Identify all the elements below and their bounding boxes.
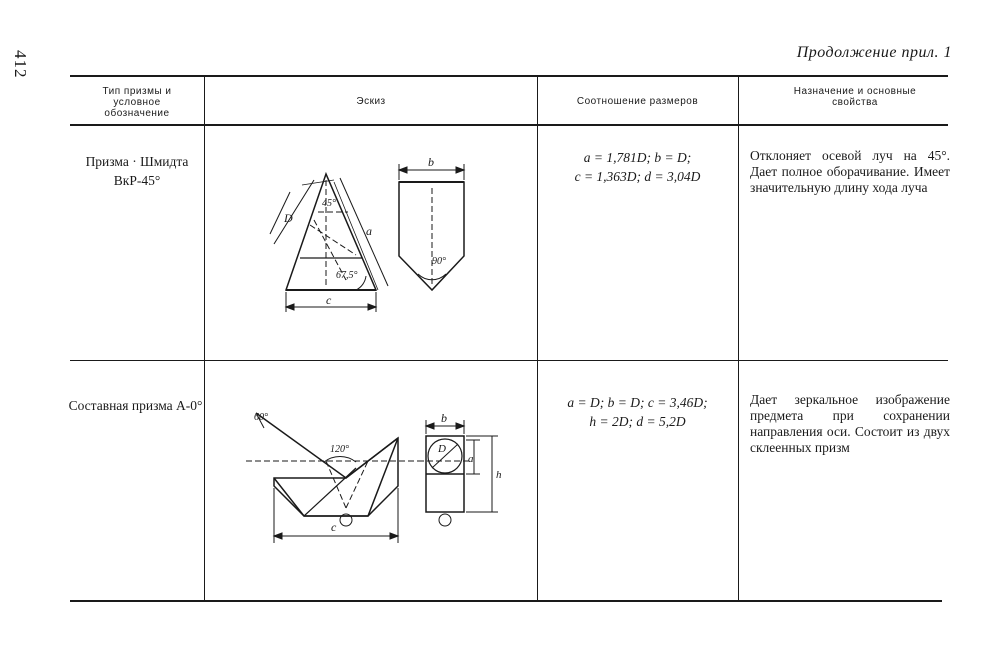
schmidt-label-d: D xyxy=(284,211,293,225)
schmidt-label-a: a xyxy=(366,224,372,238)
side-label-a: a xyxy=(468,453,474,465)
row2-ratio-line2: h = 2D; d = 5,2D xyxy=(589,414,686,429)
row1-prism-name: Призма · Шмидта ВкР-45° xyxy=(85,154,189,188)
compound-prism-sketch xyxy=(206,368,536,598)
schmidt-angle-67: 67,5° xyxy=(336,270,358,281)
row2-size-ratio xyxy=(540,393,735,431)
compound-angle-60: 60° xyxy=(254,412,268,423)
page-number: 412 xyxy=(11,50,30,79)
side-label-d: D xyxy=(438,443,446,455)
row2-ratio-line1: a = D; b = D; c = 3,46D; xyxy=(567,395,708,410)
column-divider-2 xyxy=(537,77,538,600)
schmidt-prism-triangle xyxy=(286,174,376,290)
row2-purpose: Дает зеркальное изображение предмета при сохранении направления оси. Состоит из двух склеенных призм xyxy=(750,392,950,455)
row1-size-ratio xyxy=(540,148,735,186)
row-divider-rule xyxy=(70,360,948,361)
header-type: Тип призмы и условное обозначение xyxy=(102,86,172,119)
pentagon-label-b: b xyxy=(428,155,434,169)
compound-side-dimensions xyxy=(426,420,498,512)
row2-prism-name: Составная призма А-0° xyxy=(68,398,203,413)
row1-purpose: Отклоняет осевой луч на 45°. Дает полное оборачивание. Имеет значительную длину хода луча xyxy=(750,148,950,195)
pentagon-view xyxy=(399,182,464,290)
side-label-h: h xyxy=(496,469,502,481)
row1-ratio-line2: c = 1,363D; d = 3,04D xyxy=(574,169,701,184)
side-label-b: b xyxy=(441,411,447,425)
schmidt-label-c: c xyxy=(326,293,332,307)
schmidt-prism-sketch xyxy=(206,130,536,358)
header-bottom-rule xyxy=(70,124,948,126)
compound-angle-120: 120° xyxy=(330,444,349,455)
pentagon-angle-90: 90° xyxy=(432,256,446,267)
compound-label-c: c xyxy=(331,520,337,534)
column-divider-1 xyxy=(204,77,205,600)
table-bottom-rule xyxy=(70,600,942,602)
table-top-rule xyxy=(70,75,948,77)
header-ratio: Соотношение размеров xyxy=(576,96,699,107)
schmidt-angle-45: 45° xyxy=(322,198,336,209)
header-sketch: Эскиз xyxy=(356,96,386,107)
header-purpose: Назначение и основные свойства xyxy=(793,86,917,108)
row1-ratio-line1: a = 1,781D; b = D; xyxy=(583,150,692,165)
column-divider-3 xyxy=(738,77,739,600)
continuation-title: Продолжение прил. 1 xyxy=(796,44,952,61)
